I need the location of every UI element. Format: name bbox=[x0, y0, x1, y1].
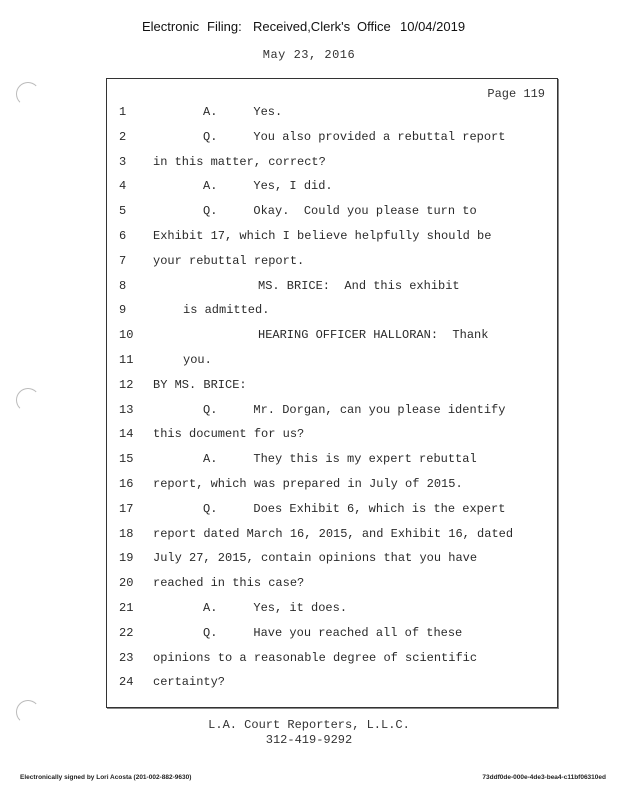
line-number: 3 bbox=[119, 154, 127, 169]
line-number: 2 bbox=[119, 129, 127, 144]
transcript-line bbox=[107, 425, 557, 443]
line-text: MS. BRICE: And this exhibit bbox=[258, 278, 460, 293]
line-text: certainty? bbox=[153, 675, 226, 690]
filing-filing: Filing: bbox=[207, 19, 242, 34]
line-number: 9 bbox=[119, 303, 127, 318]
footer-phone: 312-419-9292 bbox=[265, 733, 353, 747]
transcript-line bbox=[107, 376, 557, 394]
line-text: reached in this case? bbox=[153, 576, 305, 591]
line-text: Q. Mr. Dorgan, can you please identify bbox=[203, 402, 506, 417]
line-number: 23 bbox=[119, 650, 134, 665]
transcript-line bbox=[107, 351, 557, 369]
line-number: 20 bbox=[119, 576, 134, 591]
filing-date: 10/04/2019 bbox=[400, 19, 466, 34]
line-text: Q. Have you reached all of these bbox=[203, 625, 463, 640]
transcript-date: May 23, 2016 bbox=[262, 48, 356, 62]
line-number: 15 bbox=[119, 452, 134, 467]
line-text: report dated March 16, 2015, and Exhibit 16, dated bbox=[153, 526, 514, 541]
transcript-line bbox=[107, 401, 557, 419]
line-number: 19 bbox=[119, 551, 134, 566]
transcript-line bbox=[107, 673, 557, 691]
line-text: Q. Does Exhibit 6, which is the expert bbox=[203, 501, 506, 516]
line-text: A. Yes, it does. bbox=[203, 601, 348, 615]
line-number: 16 bbox=[119, 477, 134, 491]
transcript-line bbox=[107, 549, 557, 567]
punch-hole-icon bbox=[16, 82, 40, 106]
punch-hole-icon bbox=[16, 388, 40, 412]
line-text: you. bbox=[183, 353, 212, 367]
transcript-line bbox=[107, 450, 557, 468]
transcript-line bbox=[107, 103, 557, 121]
line-text: in this matter, correct? bbox=[153, 154, 326, 169]
transcript-line bbox=[107, 153, 557, 171]
line-number: 18 bbox=[119, 526, 134, 541]
line-number: 21 bbox=[119, 601, 134, 615]
line-text: is admitted. bbox=[183, 303, 270, 318]
footer-company: L.A. Court Reporters, L.L.C. bbox=[208, 718, 410, 732]
signature-right: 73ddf0de-000e-4de3-bea4-c11bf06310ed bbox=[482, 774, 606, 781]
line-text: this document for us? bbox=[153, 427, 305, 442]
transcript-line bbox=[107, 227, 557, 245]
line-text: opinions to a reasonable degree of scientific bbox=[153, 650, 478, 665]
footer bbox=[0, 718, 618, 748]
line-text: July 27, 2015, contain opinions that you have bbox=[153, 551, 478, 566]
transcript-line bbox=[107, 326, 557, 344]
transcript-line bbox=[107, 500, 557, 518]
transcript-line bbox=[107, 475, 557, 493]
line-text: Exhibit 17, which I believe helpfully should be bbox=[153, 229, 492, 243]
signature-left: Electronically signed by Lori Acosta (201-002-882-9630) bbox=[20, 774, 192, 781]
line-number: 6 bbox=[119, 229, 127, 243]
line-number: 4 bbox=[119, 179, 127, 194]
line-number: 10 bbox=[119, 328, 134, 343]
line-number: 11 bbox=[119, 353, 134, 367]
filing-office: Office bbox=[357, 19, 391, 34]
line-number: 8 bbox=[119, 278, 127, 293]
line-text: report, which was prepared in July of 2015. bbox=[153, 477, 463, 491]
transcript-line bbox=[107, 599, 557, 617]
line-text: your rebuttal report. bbox=[153, 253, 305, 268]
transcript-line bbox=[107, 277, 557, 295]
transcript-line bbox=[107, 574, 557, 592]
line-number: 5 bbox=[119, 204, 127, 219]
line-text: BY MS. BRICE: bbox=[153, 377, 247, 392]
transcript-page bbox=[106, 78, 558, 708]
page-number: Page 119 bbox=[487, 87, 545, 101]
transcript-line bbox=[107, 624, 557, 642]
line-text: A. They this is my expert rebuttal bbox=[203, 452, 477, 467]
transcript-line bbox=[107, 301, 557, 319]
line-number: 17 bbox=[119, 501, 134, 516]
line-text: Q. Okay. Could you please turn to bbox=[203, 204, 477, 219]
line-text: A. Yes, I did. bbox=[203, 179, 333, 194]
line-number: 24 bbox=[119, 675, 134, 690]
line-number: 22 bbox=[119, 625, 134, 640]
transcript-line bbox=[107, 177, 557, 195]
transcript-line bbox=[107, 202, 557, 220]
line-text: A. Yes. bbox=[203, 105, 283, 119]
line-number: 13 bbox=[119, 402, 134, 417]
line-number: 7 bbox=[119, 253, 127, 268]
line-number: 12 bbox=[119, 377, 134, 392]
transcript-line bbox=[107, 252, 557, 270]
transcript-line bbox=[107, 649, 557, 667]
filing-received: Received,Clerk's bbox=[253, 19, 351, 34]
transcript-line bbox=[107, 128, 557, 146]
line-text: Q. You also provided a rebuttal report bbox=[203, 129, 506, 144]
transcript-line bbox=[107, 525, 557, 543]
line-number: 14 bbox=[119, 427, 134, 442]
line-number: 1 bbox=[119, 105, 127, 119]
line-text: HEARING OFFICER HALLORAN: Thank bbox=[258, 328, 489, 343]
filing-electronic: Electronic bbox=[142, 19, 200, 34]
